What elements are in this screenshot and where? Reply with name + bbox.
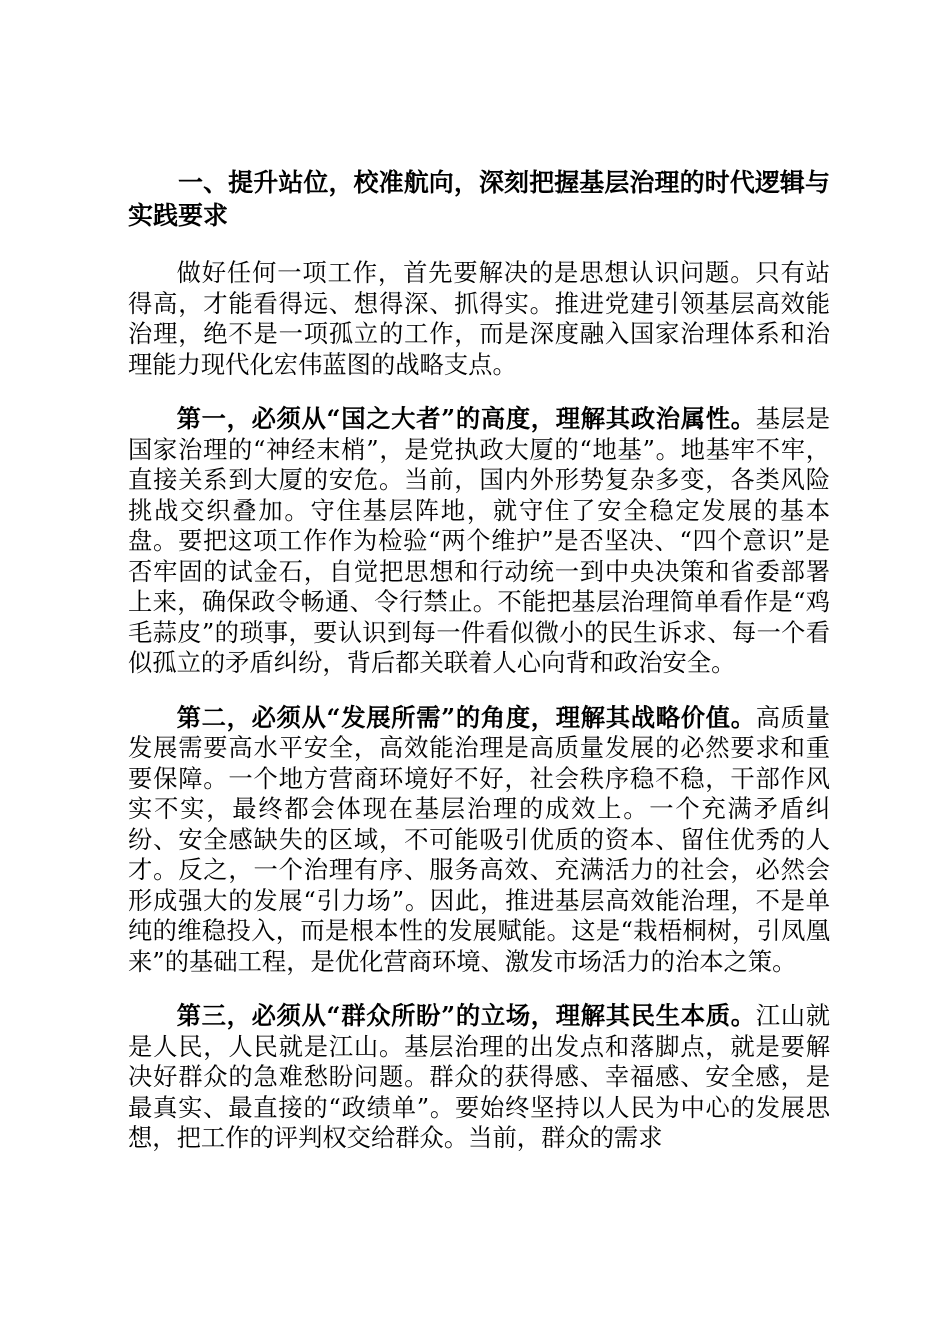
paragraph-body: 基层是国家治理的“神经末梢”，是党执政大厦的“地基”。地基牢不牢，直接关系到大厦的安危。当前，国内外形势复杂多变，各类风险挑战交织叠加。守住基层阵地，就守住了安全稳定发展的基本盘。要把这项工作作为检验“两个维护”是否坚决、“四个意识”是否牢固的试金石，自觉把思想和行动统一到中央决策和省委部署上来，确保政令畅通、令行禁止。不能把基层治理简单看作是“鸡毛蒜皮”的琐事，要认识到每一件看似微小的民生诉求、每一个看似孤立的矛盾纠纷，背后都关联着人心向背和政治安全。 <box>128 404 830 677</box>
paragraph-third-point <box>128 1001 830 1154</box>
paragraph-second-point <box>128 703 830 978</box>
paragraph-lead: 第三，必须从“群众所盼”的立场，理解其民生本质。 <box>176 1001 756 1030</box>
section-heading: 一、提升站位，校准航向，深刻把握基层治理的时代逻辑与实践要求 <box>128 168 830 230</box>
paragraph-lead: 第一，必须从“国之大者”的高度，理解其政治属性。 <box>176 404 756 433</box>
paragraph-first-point <box>128 404 830 679</box>
document-page <box>128 166 830 1178</box>
paragraph-intro: 做好任何一项工作，首先要解决的是思想认识问题。只有站得高，才能看得远、想得深、抓得实。推进党建引领基层高效能治理，绝不是一项孤立的工作，而是深度融入国家治理体系和治理能力现代化宏伟蓝图的战略支点。 <box>128 258 830 379</box>
paragraph-body: 高质量发展需要高水平安全，高效能治理是高质量发展的必然要求和重要保障。一个地方营商环境好不好，社会秩序稳不稳，干部作风实不实，最终都会体现在基层治理的成效上。一个充满矛盾纠纷、安全感缺失的区域，不可能吸引优质的资本、留住优秀的人才。反之，一个治理有序、服务高效、充满活力的社会，必然会形成强大的发展“引力场”。因此，推进基层高效能治理，不是单纯的维稳投入，而是根本性的发展赋能。这是“栽梧桐树，引凤凰来”的基础工程，是优化营商环境、激发市场活力的治本之策。 <box>128 702 830 976</box>
paragraph-body: 江山就是人民，人民就是江山。基层治理的出发点和落脚点，就是要解决好群众的急难愁盼问题。群众的获得感、幸福感、安全感，是最真实、最直接的“政绩单”。要始终坚持以人民为中心的发展思想，把工作的评判权交给群众。当前，群众的需求 <box>128 1001 830 1152</box>
paragraph-lead: 第二，必须从“发展所需”的角度，理解其战略价值。 <box>176 702 756 732</box>
